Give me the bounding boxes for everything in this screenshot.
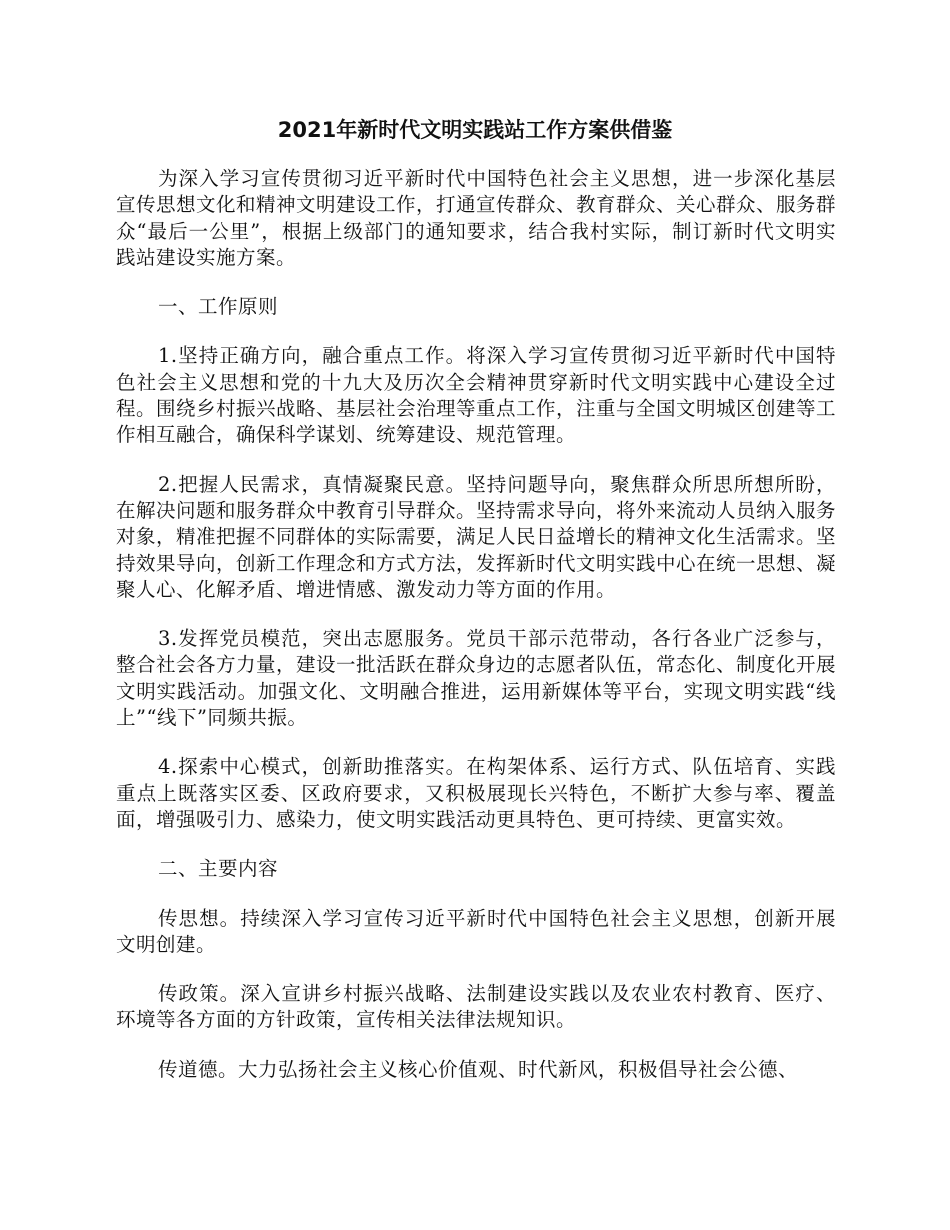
content-paragraph-policy: 传政策。深入宣讲乡村振兴战略、法制建设实践以及农业农村教育、医疗、环境等各方面的方针政策，宣传相关法律法规知识。 [116, 982, 836, 1032]
intro-paragraph: 为深入学习宣传贯彻习近平新时代中国特色社会主义思想，进一步深化基层宣传思想文化和精神文明建设工作，打通宣传群众、教育群众、关心群众、服务群众“最后一公里”，根据上级部门的通知要求，结合我村实际，制订新时代文明实践站建设实施方案。 [116, 167, 837, 269]
content-paragraph-morality: 传道德。大力弘扬社会主义核心价值观、时代新风，积极倡导社会公德、 [158, 1057, 799, 1081]
document-title: 2021年新时代文明实践站工作方案供借鉴 [277, 118, 673, 142]
section-heading-contents: 二、主要内容 [158, 857, 279, 881]
principle-paragraph-1: 1.坚持正确方向，融合重点工作。将深入学习宣传贯彻习近平新时代中国特色社会主义思想和党的十九大及历次全会精神贯穿新时代文明实践中心建设全过程。围绕乡村振兴战略、基层社会治理等重点工作，注重与全国文明城区创建等工作相互融合，确保科学谋划、统筹建设、规范管理。 [116, 344, 837, 447]
section-heading-principles: 一、工作原则 [158, 295, 279, 319]
content-paragraph-thought: 传思想。持续深入学习宣传习近平新时代中国特色社会主义思想，创新开展文明创建。 [116, 906, 836, 956]
document-body [116, 166, 836, 1106]
principle-paragraph-2: 2.把握人民需求，真情凝聚民意。坚持问题导向，聚焦群众所思所想所盼，在解决问题和服务群众中教育引导群众。坚持需求导向，将外来流动人员纳入服务对象，精准把握不同群体的实际需要，满足人民日益增长的精神文化生活需求。坚持效果导向，创新工作理念和方式方法，发挥新时代文明实践中心在统一思想、凝聚人心、化解矛盾、增进情感、激发动力等方面的作用。 [116, 472, 837, 601]
principle-paragraph-4: 4.探索中心模式，创新助推落实。在构架体系、运行方式、队伍培育、实践重点上既落实区委、区政府要求，又积极展现长兴特色，不断扩大参与率、覆盖面，增强吸引力、感染力，使文明实践活动更具特色、更可持续、更富实效。 [116, 755, 836, 831]
principle-paragraph-3: 3.发挥党员模范，突出志愿服务。党员干部示范带动，各行各业广泛参与，整合社会各方力量，建设一批活跃在群众身边的志愿者队伍，常态化、制度化开展文明实践活动。加强文化、文明融合推进，运用新媒体等平台，实现文明实践“线上”“线下”同频共振。 [116, 627, 837, 730]
